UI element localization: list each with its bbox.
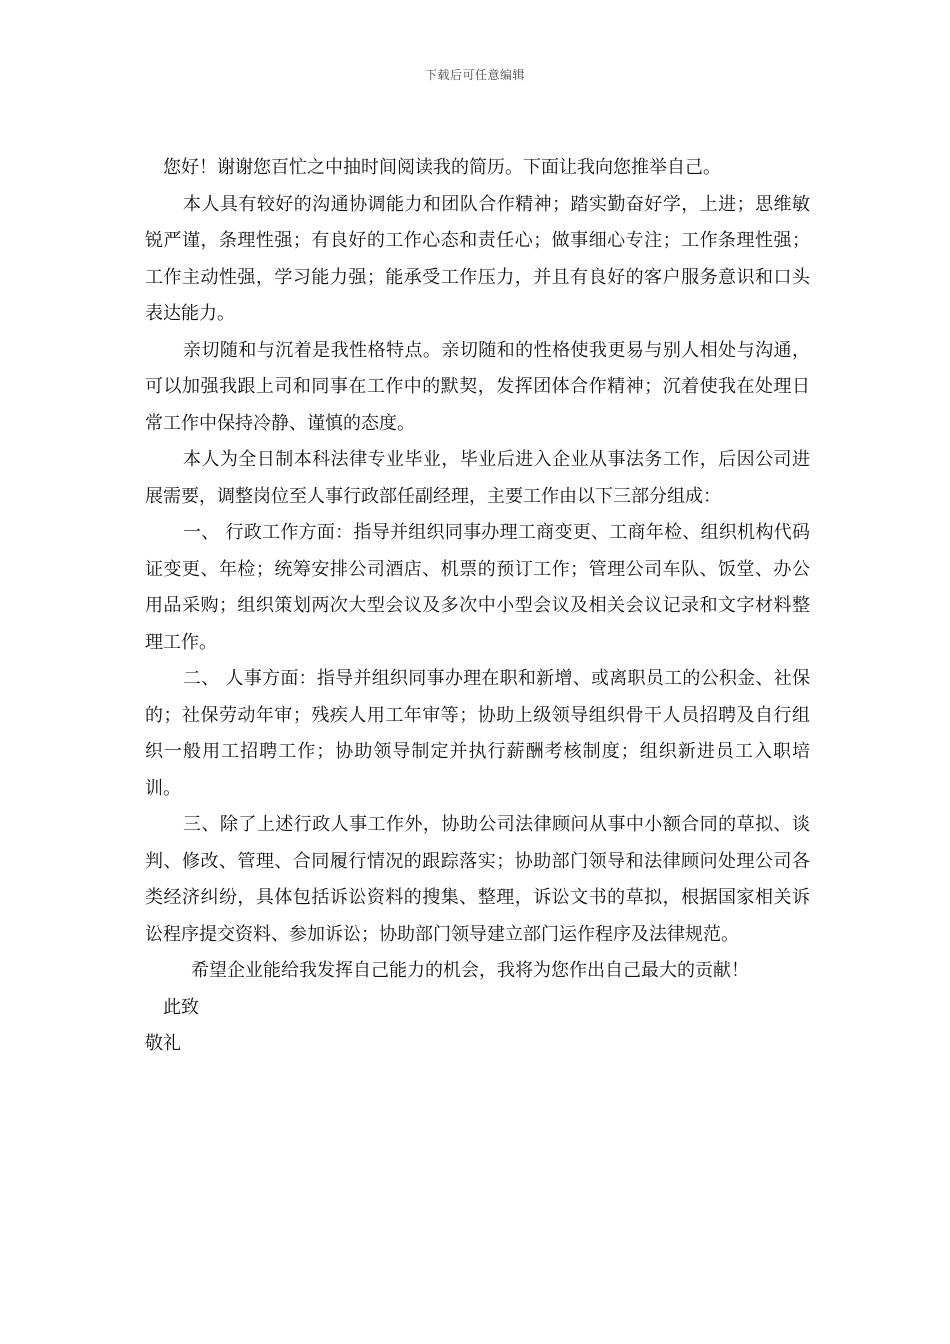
paragraph-legal-work: 三、除了上述行政人事工作外，协助公司法律顾问从事中小额合同的草拟、谈判、修改、管理、合同履行情况的跟踪落实；协助部门领导和法律顾问处理公司各类经济纠纷，具体包括诉讼资料的搜集、整理，诉讼文书的草拟，根据国家相关诉讼程序提交资料、参加诉讼；协助部门领导建立部门运作程序及法律规范。 bbox=[145, 814, 810, 945]
letter-body bbox=[145, 150, 810, 1062]
paragraph-personality: 亲切随和与沉着是我性格特点。亲切随和的性格使我更易与别人相处与沟通，可以加强我跟上司和同事在工作中的默契，发挥团体合作精神；沉着使我在处理日常工作中保持冷静、谨慎的态度。 bbox=[145, 339, 810, 434]
closing-salutation: 此致 bbox=[163, 996, 199, 1018]
paragraph-admin-work: 一、 行政工作方面：指导并组织同事办理工商变更、工商年检、组织机构代码证变更、年检；统筹安排公司酒店、机票的预订工作；管理公司车队、饭堂、办公用品采购；组织策划两次大型会议及多次中小型会议及相关会议记录和文字材料整理工作。 bbox=[145, 522, 810, 653]
paragraph-closing-wish: 希望企业能给我发挥自己能力的机会，我将为您作出自己最大的贡献！ bbox=[191, 960, 749, 981]
paragraph-abilities: 本人具有较好的沟通协调能力和团队合作精神；踏实勤奋好学，上进；思维敏锐严谨，条理性强；有良好的工作心态和责任心；做事细心专注；工作条理性强；工作主动性强，学习能力强；能承受工作压力，并且有良好的客户服务意识和口头表达能力。 bbox=[145, 193, 810, 324]
greeting: 您好！谢谢您百忙之中抽时间阅读我的简历。下面让我向您推举自己。 bbox=[163, 157, 721, 178]
paragraph-hr-work: 二、 人事方面：指导并组织同事办理在职和新增、或离职员工的公积金、社保的；社保劳动年审；残疾人用工年审等；协助上级领导组织骨干人员招聘及自行组织一般用工招聘工作；协助领导制定并执行薪酬考核制度；组织新进员工入职培训。 bbox=[145, 668, 810, 799]
closing-regards: 敬礼 bbox=[145, 1032, 181, 1054]
header-note: 下载后可任意编辑 bbox=[424, 68, 525, 82]
paragraph-education: 本人为全日制本科法律专业毕业，毕业后进入企业从事法务工作，后因公司进展需要，调整岗位至人事行政部任副经理，主要工作由以下三部分组成： bbox=[145, 449, 810, 507]
